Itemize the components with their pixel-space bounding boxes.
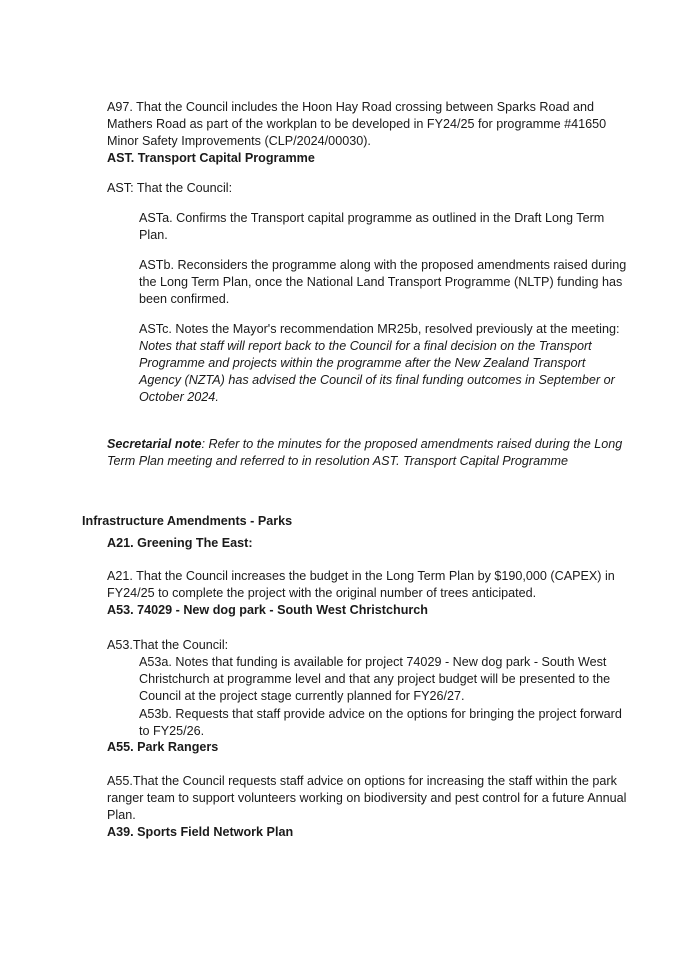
heading-a53: A53. 74029 - New dog park - South West Christchurch	[107, 603, 428, 617]
ast-intro: AST: That the Council:	[107, 181, 233, 195]
resolution-a97-text: A97. That the Council includes the Hoon Hay Road crossing between Sparks Road and Mathers Road as part of the workplan to be developed in FY24/25 for programme #41650 Minor Safety Improvements (CLP/2024/00030).	[107, 100, 607, 148]
heading-a39: A39. Sports Field Network Plan	[107, 825, 294, 839]
ast-item-c-note: Notes that staff will report back to the Council for a final decision on the Transport Programme and projects within the programme after the New Zealand Transport Agency (NZTA) has advised the Council of its final funding outcomes in September or October 2024.	[139, 339, 615, 404]
heading-a21: A21. Greening The East:	[107, 536, 253, 550]
secretarial-note-label: Secretarial note	[107, 437, 202, 451]
secretarial-note-text: : Refer to the minutes for the proposed amendments raised during the Long Term Plan meeting and referred to in resolution AST. Transport Capital Programme	[107, 437, 623, 468]
a53-item-b: A53b. Requests that staff provide advice on the options for bringing the project forward to FY25/26.	[139, 707, 622, 738]
ast-item-c-text: ASTc. Notes the Mayor's recommendation MR25b, resolved previously at the meeting:	[139, 322, 620, 336]
heading-a55: A55. Park Rangers	[107, 740, 219, 754]
heading-ast: AST. Transport Capital Programme	[107, 151, 315, 165]
a53-intro: A53.That the Council:	[107, 638, 229, 652]
resolution-a55-text: A55.That the Council requests staff advice on options for increasing the staff within the park ranger team to support volunteers working on biodiversity and pest control for a future Annual Plan.	[107, 774, 627, 822]
a53-item-a: A53a. Notes that funding is available for project 74029 - New dog park - South West Christchurch at programme level and that any project budget will be presented to the Council at the project stage currently planned for FY26/27.	[139, 655, 611, 703]
ast-item-b: ASTb. Reconsiders the programme along with the proposed amendments raised during the Long Term Plan, once the National Land Transport Programme (NLTP) funding has been confirmed.	[139, 258, 627, 306]
ast-item-c	[139, 321, 629, 406]
secretarial-note	[107, 436, 632, 470]
resolution-a21-text: A21. That the Council increases the budget in the Long Term Plan by $190,000 (CAPEX) in FY24/25 to complete the project with the original number of trees anticipated.	[107, 569, 615, 600]
section-title-parks: Infrastructure Amendments - Parks	[82, 514, 293, 528]
ast-item-a: ASTa. Confirms the Transport capital programme as outlined in the Draft Long Term Plan.	[139, 211, 605, 242]
